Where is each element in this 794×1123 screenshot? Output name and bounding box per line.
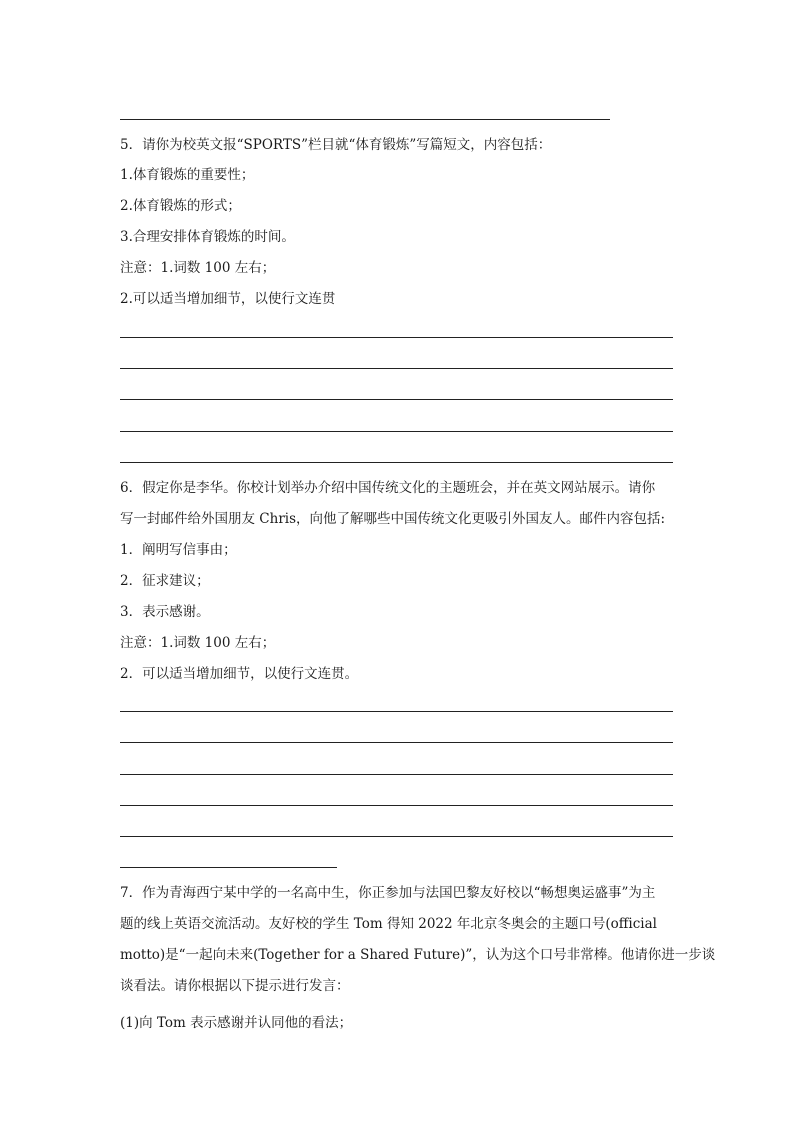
answer-line-top [120, 119, 610, 120]
q6-prompt-line-1: 6．假定你是李华。你校计划举办介绍中国传统文化的主题班会，并在英文网站展示。请你 [120, 480, 656, 496]
q5-answer-line [120, 337, 673, 338]
q6-note: 注意：1.词数 100 左右； [120, 635, 276, 651]
q6-answer-line-short [120, 867, 337, 868]
q5-answer-line [120, 462, 673, 463]
q6-answer-line [120, 836, 673, 837]
q6-answer-line [120, 805, 673, 806]
q5-note-2: 2.可以适当增加细节，以使行文连贯 [120, 291, 336, 307]
q7-prompt-line-5: (1)向 Tom 表示感谢并认同他的看法； [120, 1015, 353, 1031]
q5-note: 注意：1.词数 100 左右； [120, 260, 276, 276]
q6-prompt-line-2: 写一封邮件给外国朋友 Chris，向他了解哪些中国传统文化更吸引外国友人。邮件内容包括: [120, 511, 666, 527]
q5-answer-line [120, 368, 673, 369]
q7-prompt-line-4: 谈看法。请你根据以下提示进行发言： [120, 978, 350, 994]
q5-prompt: 5．请你为校英文报“SPORTS”栏目就“体育锻炼”写篇短文，内容包括： [120, 137, 552, 153]
q5-answer-line [120, 399, 673, 400]
q6-answer-line [120, 774, 673, 775]
q5-point-3: 3.合理安排体育锻炼的时间。 [120, 229, 295, 245]
q6-answer-line [120, 742, 673, 743]
q6-point-1: 1．阐明写信事由； [120, 542, 237, 558]
q7-prompt-line-1: 7．作为青海西宁某中学的一名高中生，你正参加与法国巴黎友好校以“畅想奥运盛事”为主 [120, 885, 656, 901]
q6-note-2: 2．可以适当增加细节，以使行文连贯。 [120, 666, 359, 682]
q5-answer-line [120, 431, 673, 432]
q6-point-2: 2．征求建议； [120, 573, 210, 589]
q7-prompt-line-3: motto)是“一起向未来(Together for a Shared Future)”，认为这个口号非常棒。他请你进一步谈 [120, 947, 716, 963]
q6-answer-line [120, 711, 673, 712]
q6-point-3: 3．表示感谢。 [120, 604, 210, 620]
q5-point-1: 1.体育锻炼的重要性； [120, 167, 255, 183]
q7-prompt-line-2: 题的线上英语交流活动。友好校的学生 Tom 得知 2022 年北京冬奥会的主题口号(official [120, 916, 657, 932]
q5-point-2: 2.体育锻炼的形式； [120, 198, 241, 214]
